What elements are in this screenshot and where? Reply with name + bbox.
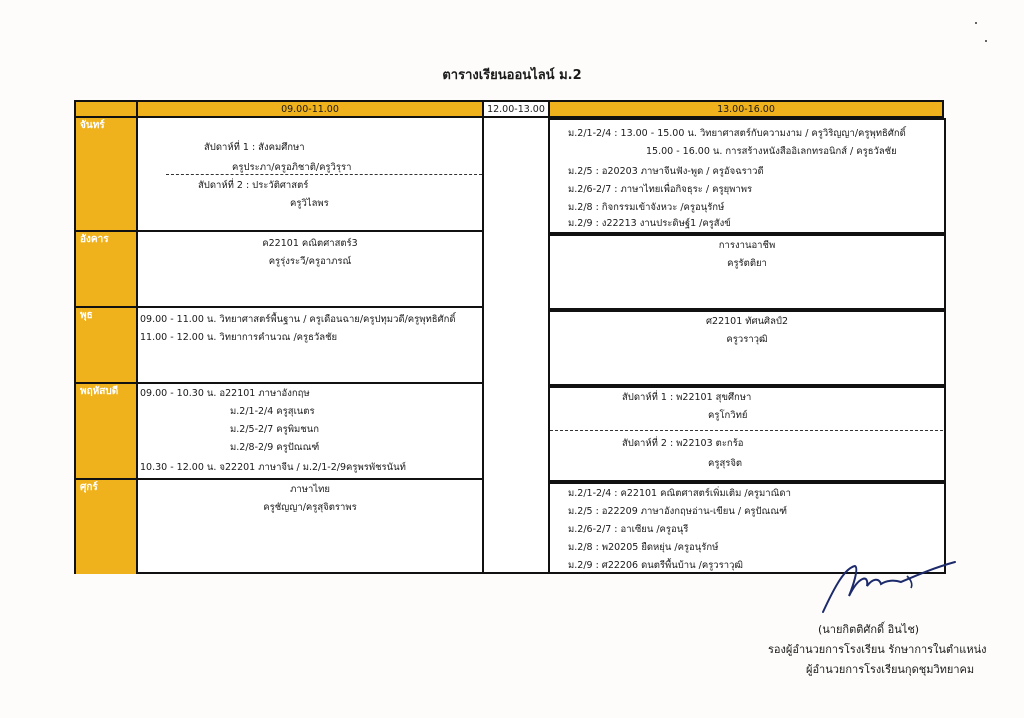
thursday-am-line-4: ม.2/8-2/9 ครูปัณณฑ์ <box>230 442 320 453</box>
tuesday-pm-subject: การงานอาชีพ <box>718 240 776 251</box>
monday-week1-subject: สัปดาห์ที่ 1 : สังคมศึกษา <box>204 142 305 153</box>
day-friday: ศุกร์ <box>76 480 138 574</box>
monday-week2-subject: สัปดาห์ที่ 2 : ประวัติศาสตร์ <box>198 180 309 191</box>
day-monday: จันทร์ <box>76 118 138 232</box>
header-morning: 09.00-11.00 <box>138 102 482 118</box>
friday-pm-line-5: ม.2/9 : ศ22206 ดนตรีพื้นบ้าน /ครูวราวุฒิ <box>568 560 743 571</box>
header-lunch: 12.00-13.00 <box>482 102 550 118</box>
friday-pm-line-1: ม.2/1-2/4 : ค22101 คณิตศาสตร์เพิ่มเติม /ครูมาณิดา <box>568 488 791 499</box>
wednesday-pm-subject: ศ22101 ทัศนศิลป์2 <box>706 316 788 327</box>
day-thursday: พฤหัสบดี <box>76 384 138 480</box>
tuesday-morning <box>138 232 482 308</box>
scan-speck <box>985 40 987 42</box>
schedule-table <box>74 100 944 574</box>
tuesday-am-teacher: ครูรุ่งระวี/ครูอาภรณ์ <box>268 256 352 267</box>
lunch-column <box>482 116 550 574</box>
thursday-am-line-3: ม.2/5-2/7 ครูพิมชนก <box>230 424 319 435</box>
thursday-am-line-5: 10.30 - 12.00 น. จ22201 ภาษาจีน / ม.2/1-2/9ครูพรพัชรนันท์ <box>140 462 406 473</box>
header-blank <box>76 102 138 118</box>
wednesday-am-line-1: 09.00 - 11.00 น. วิทยาศาสตร์พื้นฐาน / ครูเดือนฉาย/ครูปทุมวดี/ครูพุทธิศักดิ์ <box>140 314 456 325</box>
monday-week2-teacher: ครูวิไลพร <box>290 198 329 209</box>
thursday-pm-week2-subject: สัปดาห์ที่ 2 : พ22103 ตะกร้อ <box>622 438 744 449</box>
thursday-am-line-1: 09.00 - 10.30 น. อ22101 ภาษาอังกฤษ <box>140 388 310 399</box>
friday-am-teacher: ครูชัญญา/ครูสุจิตราพร <box>263 502 357 513</box>
monday-pm-line-3: ม.2/5 : อ20203 ภาษาจีนฟัง-พูด / ครูอัจฉราวดี <box>568 166 764 177</box>
header-afternoon: 13.00-16.00 <box>550 102 942 118</box>
friday-pm-line-3: ม.2/6-2/7 : อาเซียน /ครูอนุรี <box>568 524 689 535</box>
monday-pm-line-5: ม.2/8 : กิจกรรมเข้าจังหวะ /ครูอนุรักษ์ <box>568 202 725 213</box>
signature-name: (นายกิตติศักดิ์ อินไช) <box>818 623 920 636</box>
thursday-pm-week2-teacher: ครูสุรจิต <box>708 458 743 469</box>
friday-pm-line-4: ม.2/8 : พ20205 ยืดหยุ่น /ครูอนุรักษ์ <box>568 542 719 553</box>
page-title: ตารางเรียนออนไลน์ ม.2 <box>442 68 582 83</box>
tuesday-am-subject: ค22101 คณิตศาสตร์3 <box>262 238 358 249</box>
thursday-afternoon <box>548 386 946 482</box>
thursday-morning <box>138 384 482 480</box>
scan-speck <box>975 22 977 24</box>
thursday-am-line-2: ม.2/1-2/4 ครูสุเนตร <box>230 406 315 417</box>
signature-position-1: รองผู้อำนวยการโรงเรียน รักษาการในตำแหน่ง <box>768 643 987 656</box>
monday-pm-line-2: 15.00 - 16.00 น. การสร้างหนังสืออิเลกทรอนิกส์ / ครูธวัลชัย <box>646 146 897 157</box>
day-tuesday: อังคาร <box>76 232 138 308</box>
monday-pm-line-1: ม.2/1-2/4 : 13.00 - 15.00 น. วิทยาศาสตร์กับความงาม / ครูวิริญญา/ครูพุทธิศักดิ์ <box>568 128 906 139</box>
thursday-pm-week1-subject: สัปดาห์ที่ 1 : พ22101 สุขศึกษา <box>622 392 752 403</box>
thursday-week-divider <box>550 430 946 431</box>
wednesday-afternoon <box>548 310 946 386</box>
monday-week1-teacher: ครูประภา/ครูอภิชาติ/ครูวิรุรา <box>232 162 352 173</box>
day-wednesday: พุธ <box>76 308 138 384</box>
monday-pm-line-4: ม.2/6-2/7 : ภาษาไทยเพื่อกิจธุระ / ครูยุพาพร <box>568 184 753 195</box>
wednesday-am-line-2: 11.00 - 12.00 น. วิทยาการคำนวณ /ครูธวัลชัย <box>140 332 338 343</box>
friday-pm-line-2: ม.2/5 : อ22209 ภาษาอังกฤษอ่าน-เขียน / ครูปัณณฑ์ <box>568 506 788 517</box>
tuesday-pm-teacher: ครูรัตติยา <box>727 258 767 269</box>
thursday-pm-week1-teacher: ครูโกวิทย์ <box>708 410 748 421</box>
monday-morning <box>138 118 482 232</box>
tuesday-afternoon <box>548 234 946 310</box>
monday-afternoon <box>548 118 946 234</box>
signature-image <box>815 556 965 616</box>
monday-week-divider <box>166 174 482 175</box>
wednesday-morning <box>138 308 482 384</box>
friday-am-subject: ภาษาไทย <box>290 484 330 495</box>
signature-position-2: ผู้อำนวยการโรงเรียนกุดชุมวิทยาคม <box>806 663 975 676</box>
friday-morning <box>138 480 482 574</box>
monday-pm-line-6: ม.2/9 : ง22213 งานประดิษฐ์1 /ครูสังข์ <box>568 218 731 229</box>
wednesday-pm-teacher: ครูวราวุฒิ <box>726 334 768 345</box>
